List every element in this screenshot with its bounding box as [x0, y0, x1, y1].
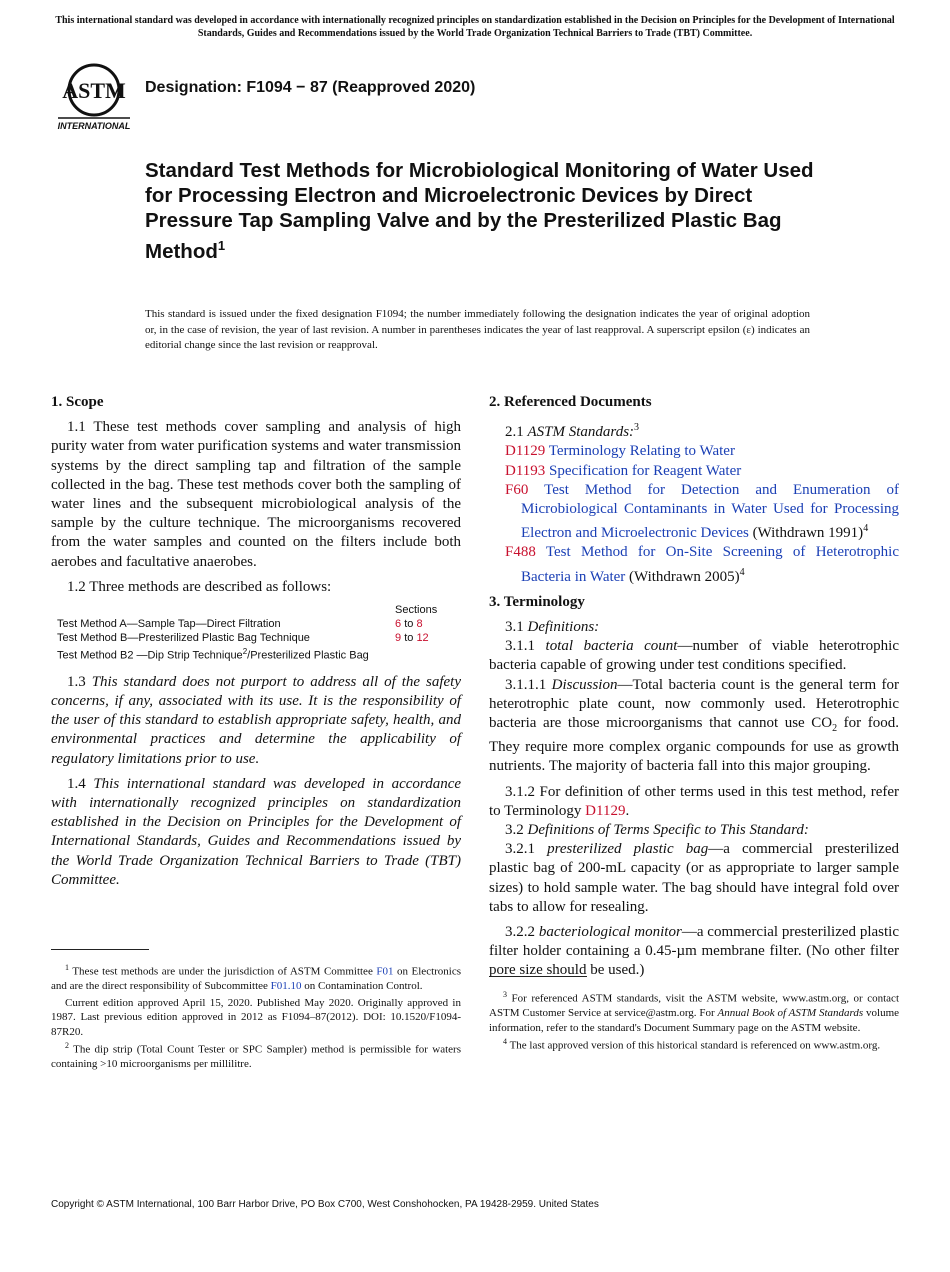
paragraph-1-1: 1.1 These test methods cover sampling and analysis of high purity water from water purification systems and water transmission systems by the direct sampling tap and filtration of the sample collected in the bag. These test methods cover both the sampling of water lines and the subsequent microbiological analysis of the sample by the culture technique. The microorganisms recovered from the water samples and counted on the filters include both aerobes and facultative anaerobes. [51, 419, 461, 570]
paragraph-text: Definitions: [527, 619, 600, 636]
paragraph-3-1-1-1 [489, 676, 899, 777]
footnote-text: The last approved version of this historical standard is referenced on www.astm.org. [509, 1039, 881, 1052]
method-name: Test Method A—Sample Tap—Direct Filtration [57, 618, 281, 631]
table-row [57, 617, 437, 631]
reference-code-link[interactable]: F488 [505, 544, 536, 561]
range-word: to [404, 618, 414, 631]
subscript: 2 [832, 723, 838, 735]
paragraph-2-1 [489, 418, 899, 442]
paragraph-1-4 [51, 775, 461, 890]
paragraph-3-2-2 [489, 923, 899, 981]
range-word: to [404, 632, 414, 645]
definition-text: —a commercial presterilized plastic bag of 200-mL capacity (or as appropriate to larger sample sizes) to hold sample water. The bag should have integral fold over tabs to allow for resealing. [489, 841, 899, 915]
issuance-statement: This standard is issued under the fixed designation F1094; the number immediately following the designation indicates the year of original adoption or, in the case of revision, the year of last revision. A number in parentheses indicates the year of last reapproval. A superscript epsilon (ε) indicates an editorial change since the last revision or reapproval. [145, 308, 810, 351]
withdrawn-note: (Withdrawn 1991) [752, 525, 864, 542]
method-name-part: /Presterilized Plastic Bag [247, 649, 369, 662]
right-footnotes [489, 976, 899, 1053]
footnote-ref[interactable]: 3 [634, 422, 640, 434]
paragraph-number: 3.2.2 [505, 924, 535, 941]
reference-title-link[interactable]: Test Method for On-Site Screening of Heterotrophic Bacteria in Water [521, 544, 899, 585]
paragraph-text: 3.1.2 For definition of other terms used in this test method, refer to Terminology [489, 783, 899, 819]
footnote-1 [51, 961, 461, 994]
reference-item [505, 462, 899, 481]
methods-table-header: Sections [395, 604, 438, 617]
footnote-text: on Electronics and are the direct responsibility of Subcommittee [51, 965, 462, 993]
footnote-text: on Contamination Control. [304, 980, 423, 993]
footnote-4 [489, 1035, 899, 1053]
paragraph-3-1-1 [489, 637, 899, 675]
reference-title-link[interactable]: Specification for Reagent Water [549, 462, 742, 479]
section-heading-references: 2. Referenced Documents [489, 394, 652, 410]
discussion-label: Discussion [551, 676, 618, 693]
footnote-ref[interactable]: 4 [739, 566, 745, 578]
reference-code-link[interactable]: D1193 [505, 462, 546, 479]
title-footnote-ref[interactable]: 1 [217, 238, 226, 253]
method-name-part: Test Method B2 —Dip Strip Technique [57, 649, 243, 662]
section-link[interactable]: 8 [416, 618, 423, 631]
paragraph-1-2: 1.2 Three methods are described as follows: [67, 578, 332, 595]
methods-table [57, 603, 437, 663]
reference-item [505, 481, 899, 544]
method-name [57, 645, 395, 663]
discussion-text: —Total bacteria count is the general term for heterotrophic plate count, now commonly used. Heterotrophic bacteria are those microorganisms that cannot use CO [489, 676, 900, 732]
footnote-number: 2 [65, 1041, 69, 1051]
footnote-text: For referenced ASTM standards, visit the ASTM website, www.astm.org, or contact ASTM Customer Service at service@astm.org. For [489, 992, 899, 1020]
footnote-number: 1 [65, 963, 69, 972]
paragraph-number: 3.2.1 [505, 841, 535, 858]
title-text: Standard Test Methods for Microbiological Monitoring of Water Used for Processing Electron and Microelectronic Devices by Direct Pressure Tap Sampling Valve and by the Presterilized Plastic Bag Method [145, 159, 814, 263]
table-row [57, 645, 437, 663]
paragraph-number: 3.1.1 [505, 638, 535, 655]
paragraph-text: Definitions of Terms Specific to This Standard: [527, 822, 809, 839]
reference-title-link[interactable]: Terminology Relating to Water [548, 443, 735, 460]
paragraph-number: 3.1.1.1 [505, 676, 547, 693]
footnote-text: The dip strip (Total Count Tester or SPC Sampler) method is permissible for waters containing >10 microorganisms per millilitre. [51, 1043, 461, 1071]
footnote-number: 4 [503, 1037, 507, 1047]
document-title [145, 158, 825, 264]
paragraph-number: 1.3 [67, 673, 86, 690]
footnote-italic-text: Annual Book of ASTM Standards [717, 1007, 864, 1020]
paragraph-number: 3.2 [505, 822, 524, 839]
paragraph-3-1 [489, 618, 899, 637]
left-footnotes [51, 949, 461, 1072]
definition-text: —a commercial presterilized plastic filter holder containing a 0.45-µm membrane filter. (No other filter pore size should be used.) [489, 924, 900, 979]
footnote-ref[interactable]: 4 [863, 523, 869, 535]
footnote-number: 3 [503, 990, 507, 999]
footnote-text: volume information, refer to the standard's Document Summary page on the ASTM website. [489, 1007, 900, 1034]
reference-item [505, 442, 899, 461]
defined-term: bacteriological monitor [538, 924, 682, 941]
top-notice: This international standard was developed in accordance with internationally recognized principles on standardization established in the Decision on Principles for the Development of International Standards, Guides and Recommendations issued by the World Trade Organization Technical Barriers to Trade (TBT) Committee. [55, 15, 895, 39]
withdrawn-note: (Withdrawn 2005) [629, 568, 740, 585]
definition-text: —number of viable heterotrophic bacteria capable of growing under test conditions specified. [489, 638, 900, 674]
footnote-2 [51, 1039, 461, 1072]
svg-text:ASTM: ASTM [62, 78, 126, 103]
section-link[interactable]: 12 [416, 632, 429, 645]
reference-item [505, 543, 899, 586]
reference-title-link[interactable]: Test Method for Detection and Enumeration of Microbiological Contaminants in Water Used for Processing Electron and Microelectronic Devices [521, 481, 900, 542]
paragraph-number: 3.1 [505, 619, 524, 636]
paragraph-1-3 [51, 673, 461, 769]
astm-logo [54, 60, 134, 132]
committee-link[interactable]: F01 [376, 965, 394, 978]
terminology-link[interactable]: D1129 [585, 802, 626, 819]
footnote-current-edition: Current edition approved April 15, 2020. Published May 2020. Originally approved in 1987. Last previous edition approved in 2012 as F1094–87(2012). DOI: 10.1520/F1094-87R20. [51, 996, 461, 1038]
paragraph-number: 2.1 [505, 424, 524, 441]
paragraph-number: 1.4 [67, 775, 86, 792]
astm-logo-icon [54, 60, 134, 132]
footnote-ref[interactable]: 2 [242, 647, 248, 657]
section-link[interactable]: 9 [395, 632, 402, 645]
right-column [489, 393, 899, 981]
copyright-notice: Copyright © ASTM International, 100 Barr Harbor Drive, PO Box C700, West Conshohocken, PA 19428-2959. United States [51, 1199, 599, 1210]
method-name: Test Method B—Presterilized Plastic Bag Technique [57, 632, 310, 645]
paragraph-3-2-1 [489, 840, 899, 917]
paragraph-3-2 [489, 821, 899, 840]
subcommittee-link[interactable]: F01.10 [270, 980, 302, 993]
svg-text:INTERNATIONAL: INTERNATIONAL [57, 121, 131, 131]
section-heading-terminology: 3. Terminology [489, 593, 585, 610]
left-column [51, 393, 461, 890]
defined-term: presterilized plastic bag [547, 841, 709, 858]
table-row [57, 631, 437, 645]
paragraph-text: ASTM Standards: [527, 424, 635, 441]
paragraph-3-1-2: 3.1.2 For definition of other terms used in this test method, refer to Terminology D1129. [489, 783, 899, 819]
paragraph-text: This standard does not purport to address all of the safety concerns, if any, associated with its use. It is the responsibility of the user of this standard to establish appropriate safety, health, and environmental practices and determine the applicability of regulatory limitations prior to use. [51, 673, 462, 767]
discussion-text: for food. They require more complex organic compounds for use as growth nutrients. The majority of bacteria fall into this major grouping. [489, 715, 899, 775]
defined-term: total bacteria count [545, 638, 678, 655]
designation: Designation: F1094 − 87 (Reapproved 2020) [145, 79, 476, 96]
footnote-3 [489, 988, 899, 1035]
reference-code-link[interactable]: D1129 [505, 443, 546, 460]
footnote-text: These test methods are under the jurisdiction of ASTM Committee [72, 965, 373, 978]
section-link[interactable]: 6 [395, 618, 402, 631]
reference-code-link[interactable]: F60 [505, 481, 529, 498]
section-heading-scope: 1. Scope [51, 394, 104, 410]
paragraph-text: This international standard was developed in accordance with internationally recognized principles on standardization established in the Decision on Principles for the Development of International Standards, Guides and Recommendations issued by the World Trade Organization Technical Barriers to Trade (TBT) Committee. [51, 775, 462, 888]
